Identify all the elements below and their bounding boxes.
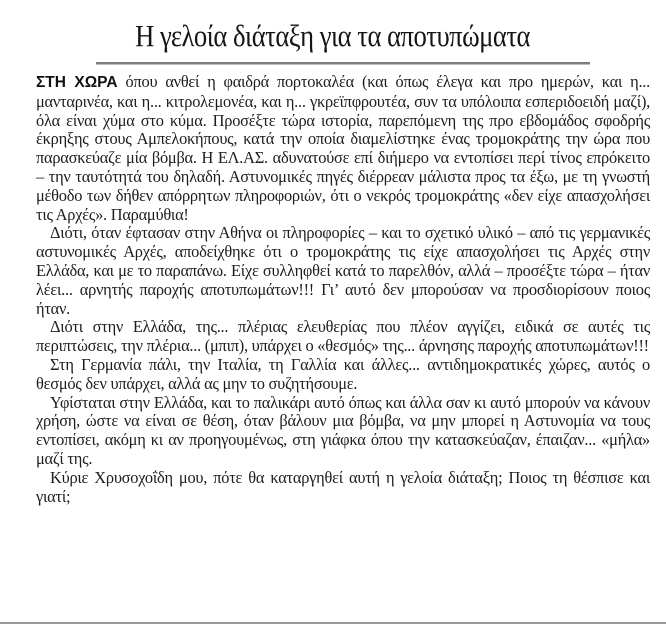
- article-paragraph-6: Κύριε Χρυσοχοΐδη μου, πότε θα καταργηθεί αυτή η γελοία διάταξη; Ποιος τη θέσπισε και γιατί;: [36, 467, 650, 506]
- article-body: [36, 73, 650, 506]
- article-headline: Η γελοία διάταξη για τα αποτυπώματα: [135, 18, 531, 53]
- article-kicker: ΣΤΗ ΧΩΡΑ: [36, 74, 118, 91]
- article-paragraph-4: Στη Γερμανία πάλι, την Ιταλία, τη Γαλλία και άλλες... αντιδημοκρατικές χώρες, αυτός ο θεσμός δεν υπάρχει, αλλά ας μην το συζητήσουμε.: [36, 354, 650, 393]
- article-paragraph-1-text: όπου ανθεί η φαιδρά πορτοκαλέα (και όπως έλεγα και προ ημερών, και η... μανταρινέα, και η... κιτρολεμονέα, και η... γκρεϊπφρουτέα, συν τα υπόλοιπα εσπεριδοειδή μαζί), όλα είναι χύμα στο κύμα. Προσέξτε τώρα ιστορία, παρεπόμενη της προ εβδομάδος σφοδρής έκρηξης στους Αμπελοκήπους, κατά την οποία διαμελίστηκε ένας τρομοκράτης την ώρα που παρασκεύαζε μία βόμβα. Η ΕΛ.ΑΣ. αδυνατούσε επί διήμερο να εντοπίσει περί τίνος επρόκειτο – την ταυτότητά του δηλαδή. Αστυνομικές πηγές διέρρεαν μάλιστα προς τα έξω, με τη γνωστή μέθοδο των δήθεν απόρρητων πληροφοριών, ότι ο νεκρός τρομοκράτης «δεν είχε απασχολήσει τις Αρχές». Παραμύθια!: [36, 72, 650, 224]
- article-paragraph-5: Υφίσταται στην Ελλάδα, και το παλικάρι αυτό όπως και άλλα σαν κι αυτό μπορούν να κάνουν χρήση, ώστε να είναι σε θέση, όταν βάλουν μια βόμβα, να μην μπορεί η Αστυνομία να τους εντοπίσει, ακόμη κι αν προηγουμένως, στη γιάφκα όπου την κατασκεύαζαν, έπαιζαν... «μήλα» μαζί της.: [36, 392, 650, 468]
- article-paragraph-2: Διότι, όταν έφτασαν στην Αθήνα οι πληροφορίες – και το σχετικό υλικό – από τις γερμανικές αστυνομικές Αρχές, αποδείχθηκε ότι ο τρομοκράτης τις είχε απασχολήσει τις Αρχές στην Ελλάδα, και με το παραπάνω. Είχε συλληφθεί κατά το παρελθόν, αλλά – προσέξτε τώρα – ήταν λέει... αρνητής παροχής αποτυπωμάτων!!! Γι’ αυτό δεν μπορούσαν να προσδιορίσουν ποιος ήταν.: [36, 223, 650, 318]
- article-paragraph-1: [36, 73, 650, 224]
- headline-underline-divider: [96, 62, 590, 64]
- headline-container: [0, 16, 666, 60]
- article-paragraph-3: Διότι στην Ελλάδα, της... πλέριας ελευθερίας που πλέον αγγίζει, ειδικά σε αυτές τις περιπτώσεις, την πλέρια... (μπιπ), υπάρχει ο «θεσμός» της... άρνησης παροχής αποτυπωμάτων!!!: [36, 317, 650, 356]
